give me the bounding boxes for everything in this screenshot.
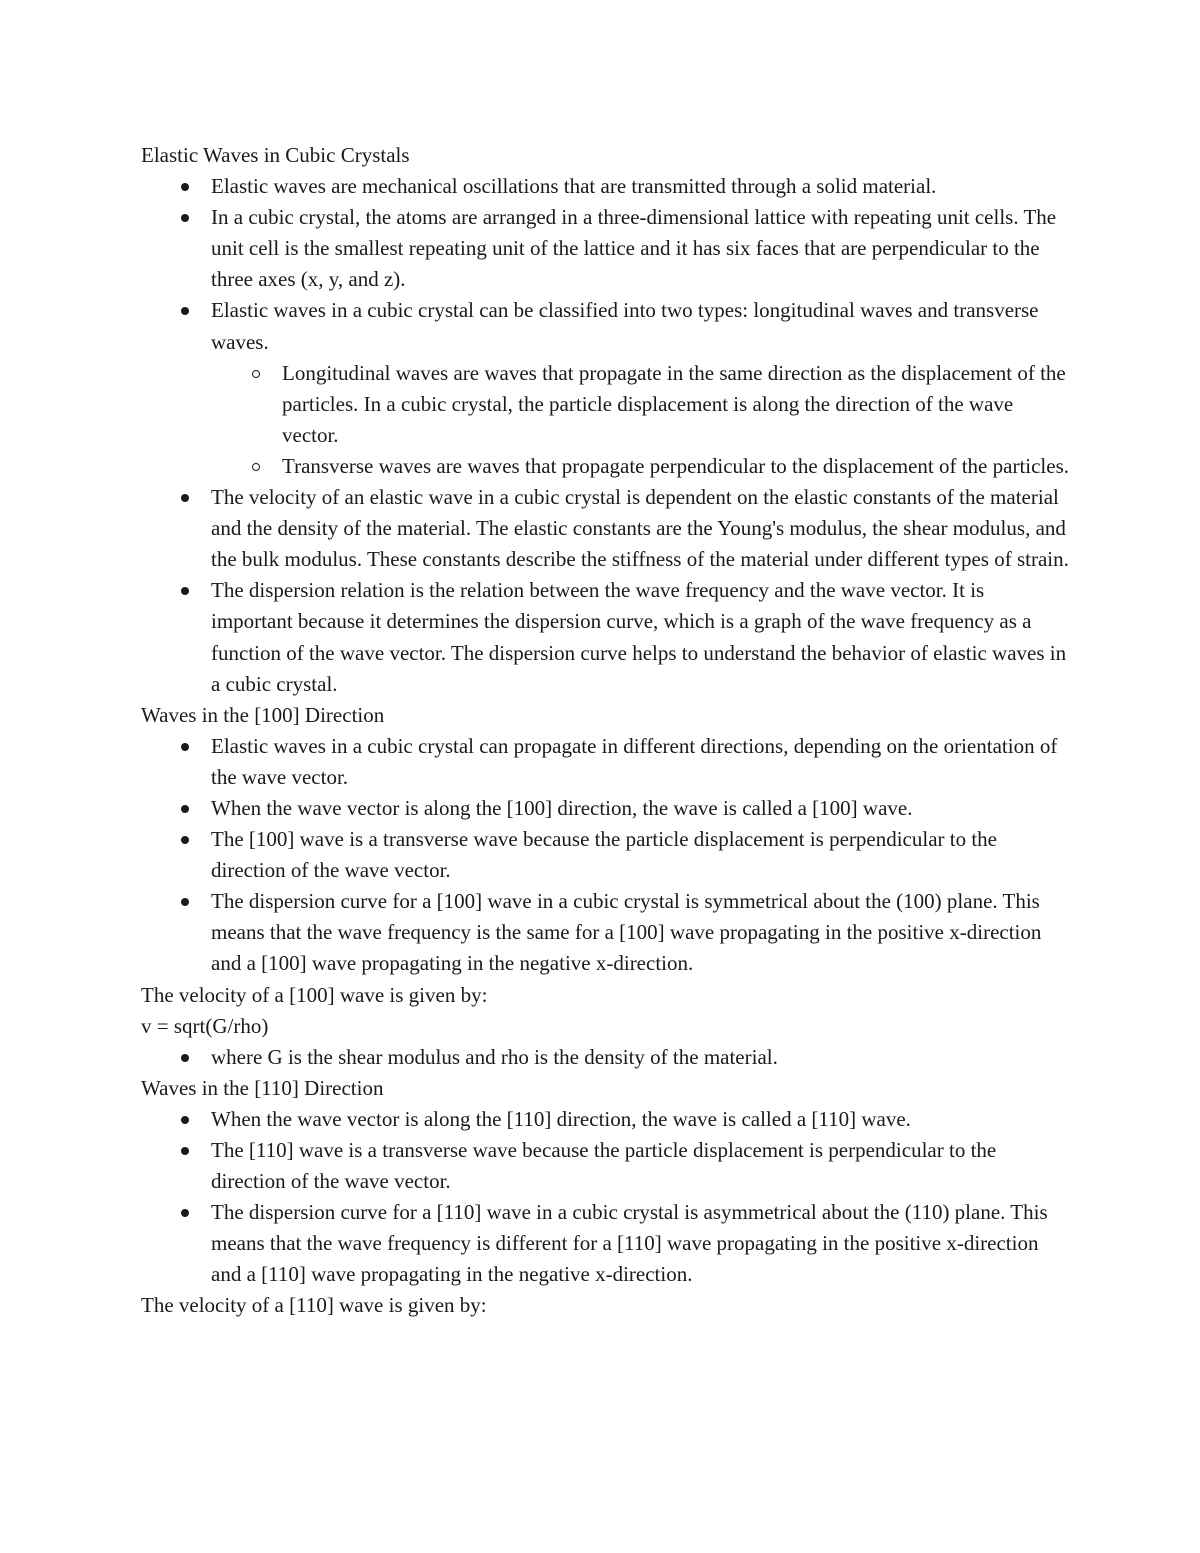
velocity-100-intro: The velocity of a [100] wave is given by: [141, 982, 488, 1007]
velocity-100-note-list [141, 1042, 1071, 1073]
heading-110-direction: Waves in the [110] Direction [141, 1075, 384, 1100]
list-item: Elastic waves are mechanical oscillations that are transmitted through a solid material. [211, 171, 1071, 202]
list-item-text: Elastic waves in a cubic crystal can be classified into two types: longitudinal waves and transverse waves. [211, 298, 1039, 354]
list-item: The dispersion relation is the relation between the wave frequency and the wave vector. It is important because it determines the dispersion curve, which is a graph of the wave frequency as a function of the wave vector. The dispersion curve helps to understand the behavior of elastic waves in a cubic crystal. [211, 575, 1071, 699]
section-3-list [141, 1104, 1071, 1291]
section-1-list [141, 171, 1071, 700]
velocity-110-intro: The velocity of a [110] wave is given by: [141, 1293, 487, 1318]
heading-elastic-waves: Elastic Waves in Cubic Crystals [141, 143, 410, 167]
list-item: Elastic waves in a cubic crystal can propagate in different directions, depending on the orientation of the wave vector. [211, 731, 1071, 793]
list-item: The velocity of an elastic wave in a cubic crystal is dependent on the elastic constants of the material and the density of the material. The elastic constants are the Young's modulus, the shear modulus, and the bulk modulus. These constants describe the stiffness of the material under different types of strain. [211, 482, 1071, 575]
list-item: where G is the shear modulus and rho is the density of the material. [211, 1042, 1071, 1073]
list-item: The [100] wave is a transverse wave because the particle displacement is perpendicular to the direction of the wave vector. [211, 824, 1071, 886]
sub-list-item: Longitudinal waves are waves that propagate in the same direction as the displacement of the particles. In a cubic crystal, the particle displacement is along the direction of the wave vector. [282, 358, 1071, 451]
list-item: The [110] wave is a transverse wave because the particle displacement is perpendicular to the direction of the wave vector. [211, 1135, 1071, 1197]
list-item: When the wave vector is along the [100] direction, the wave is called a [100] wave. [211, 793, 1071, 824]
velocity-100-formula: v = sqrt(G/rho) [141, 1013, 269, 1038]
section-2-list [141, 731, 1071, 980]
heading-100-direction: Waves in the [100] Direction [141, 702, 385, 727]
sub-list-item: Transverse waves are waves that propagate perpendicular to the displacement of the particles. [282, 451, 1071, 482]
list-item: In a cubic crystal, the atoms are arranged in a three-dimensional lattice with repeating unit cells. The unit cell is the smallest repeating unit of the lattice and it has six faces that are perpendicular to the three axes (x, y, and z). [211, 202, 1071, 295]
list-item: The dispersion curve for a [110] wave in a cubic crystal is asymmetrical about the (110) plane. This means that the wave frequency is different for a [110] wave propagating in the positive x-direction and a [110] wave propagating in the negative x-direction. [211, 1197, 1071, 1290]
list-item [211, 295, 1071, 482]
list-item: The dispersion curve for a [100] wave in a cubic crystal is symmetrical about the (100) plane. This means that the wave frequency is the same for a [100] wave propagating in the positive x-direction and a [100] wave propagating in the negative x-direction. [211, 886, 1071, 979]
document-page [141, 140, 1071, 1322]
sub-list [211, 358, 1071, 482]
list-item: When the wave vector is along the [110] direction, the wave is called a [110] wave. [211, 1104, 1071, 1135]
